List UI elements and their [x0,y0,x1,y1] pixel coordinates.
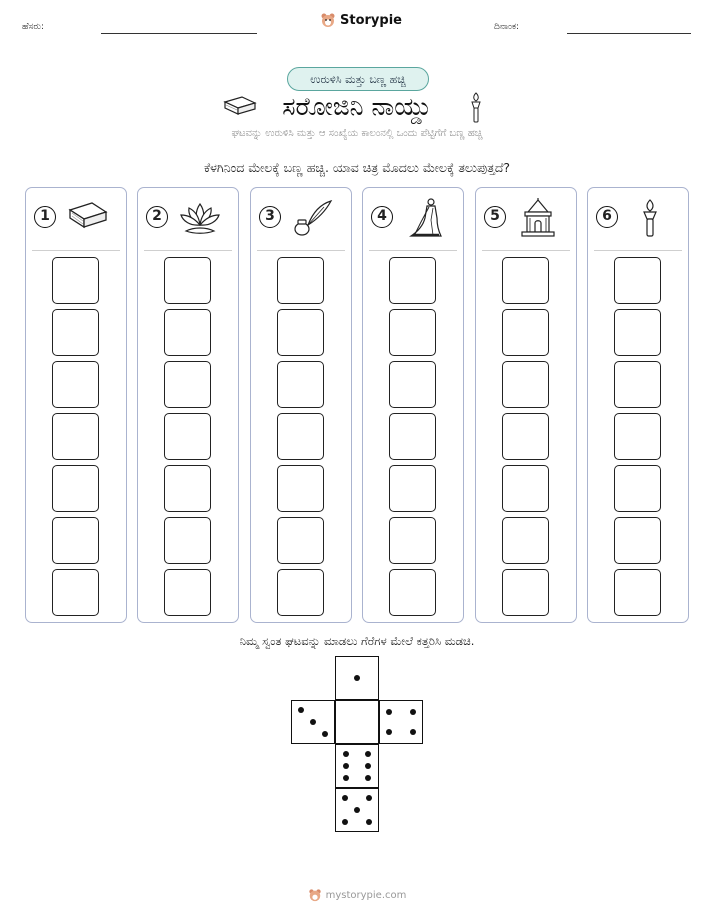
color-box[interactable] [277,257,324,304]
color-box[interactable] [389,257,436,304]
color-box[interactable] [502,569,549,616]
brand-logo [320,12,402,28]
die-pip [354,807,360,813]
die-pip [342,819,348,825]
activity-pill: ಉರುಳಿಸಿ ಮತ್ತು ಬಣ್ಣ ಹಚ್ಚಿ [287,67,429,91]
column-number: 5 [484,206,506,228]
column-number: 1 [34,206,56,228]
color-box[interactable] [277,517,324,564]
die-pip [343,763,349,769]
color-box[interactable] [502,517,549,564]
date-label: ದಿನಾಂಕ: [494,22,520,32]
die-pip [410,729,416,735]
die-pip [365,775,371,781]
die-pip [365,751,371,757]
saree-icon [403,198,447,238]
color-box[interactable] [52,309,99,356]
color-box[interactable] [164,569,211,616]
column-divider [594,250,682,251]
column-number: 2 [146,206,168,228]
color-box[interactable] [614,361,661,408]
color-box[interactable] [614,465,661,512]
die-face-lower [335,744,379,788]
temple-icon [516,198,560,238]
column-4 [362,187,464,623]
die-pip [366,819,372,825]
column-divider [482,250,570,251]
name-line[interactable] [101,33,257,34]
die-face-left [291,700,335,744]
color-box[interactable] [52,257,99,304]
color-box[interactable] [164,517,211,564]
date-line[interactable] [567,33,691,34]
color-box[interactable] [277,361,324,408]
color-box[interactable] [502,257,549,304]
dice-instruction: ನಿಮ್ಮ ಸ್ವಂತ ಘಟವನ್ನು ಮಾಡಲು ಗೆರೆಗಳ ಮೇಲೆ ಕತ್ತರಿಸಿ ಮಡಚಿ. [239,634,475,648]
bear-mascot-icon [308,888,322,902]
column-divider [369,250,457,251]
color-box[interactable] [277,413,324,460]
die-face-right [379,700,423,744]
color-box[interactable] [614,309,661,356]
column-number: 3 [259,206,281,228]
color-box[interactable] [389,465,436,512]
die-face-center [335,700,379,744]
column-divider [144,250,232,251]
color-box[interactable] [277,569,324,616]
brand-name: Storypie [340,12,402,28]
die-pip [354,675,360,681]
color-box[interactable] [52,465,99,512]
column-6 [587,187,689,623]
die-pip [298,707,304,713]
color-box[interactable] [389,413,436,460]
color-box[interactable] [502,361,549,408]
color-box[interactable] [164,413,211,460]
color-box[interactable] [614,517,661,564]
die-pip [343,751,349,757]
quill-inkpot-icon [291,198,335,238]
title-torch-icon [468,92,484,124]
color-box[interactable] [164,361,211,408]
column-number: 4 [371,206,393,228]
column-2 [137,187,239,623]
die-pip [386,729,392,735]
color-box[interactable] [277,309,324,356]
die-pip [386,709,392,715]
color-box[interactable] [164,465,211,512]
color-box[interactable] [614,413,661,460]
color-box[interactable] [502,465,549,512]
color-box[interactable] [389,569,436,616]
color-box[interactable] [502,413,549,460]
torch-icon [628,198,672,238]
footer [0,888,714,902]
die-pip [343,775,349,781]
color-box[interactable] [614,257,661,304]
die-pip [410,709,416,715]
color-box[interactable] [52,413,99,460]
column-divider [32,250,120,251]
footer-url: mystorypie.com [325,889,407,901]
color-box[interactable] [277,465,324,512]
color-box[interactable] [164,257,211,304]
color-box[interactable] [52,569,99,616]
bear-mascot-icon [320,12,336,28]
color-box[interactable] [164,309,211,356]
name-label: ಹೆಸರು: [22,22,45,32]
subtitle: ಘಟವನ್ನು ಉರುಳಿಸಿ ಮತ್ತು ಆ ಸಂಖ್ಯೆಯ ಕಾಲಂನಲ್ಲಿ ಒಂದು ಪೆಟ್ಟಿಗೆಗೆ ಬಣ್ಣ ಹಚ್ಚಿ [231,128,483,139]
question: ಕೆಳಗಿನಿಂದ ಮೇಲಕ್ಕೆ ಬಣ್ಣ ಹಚ್ಚಿ. ಯಾವ ಚಿತ್ರ ಮೊದಲು ಮೇಲಕ್ಕೆ ತಲುಪುತ್ತದೆ? [203,160,511,175]
color-box[interactable] [389,361,436,408]
color-box[interactable] [52,361,99,408]
die-face-top [335,656,379,700]
page-title: ಸರೋಜಿನಿ ನಾಯ್ಡು [282,92,432,121]
color-box[interactable] [389,517,436,564]
die-face-bottom [335,788,379,832]
lotus-icon [178,198,222,238]
die-pip [342,795,348,801]
die-pip [322,731,328,737]
color-box[interactable] [502,309,549,356]
die-pip [366,795,372,801]
die-pip [365,763,371,769]
column-3 [250,187,352,623]
color-box[interactable] [52,517,99,564]
color-box[interactable] [614,569,661,616]
die-pip [310,719,316,725]
column-number: 6 [596,206,618,228]
color-box[interactable] [389,309,436,356]
column-1 [25,187,127,623]
column-divider [257,250,345,251]
book-icon [66,198,110,238]
column-5 [475,187,577,623]
